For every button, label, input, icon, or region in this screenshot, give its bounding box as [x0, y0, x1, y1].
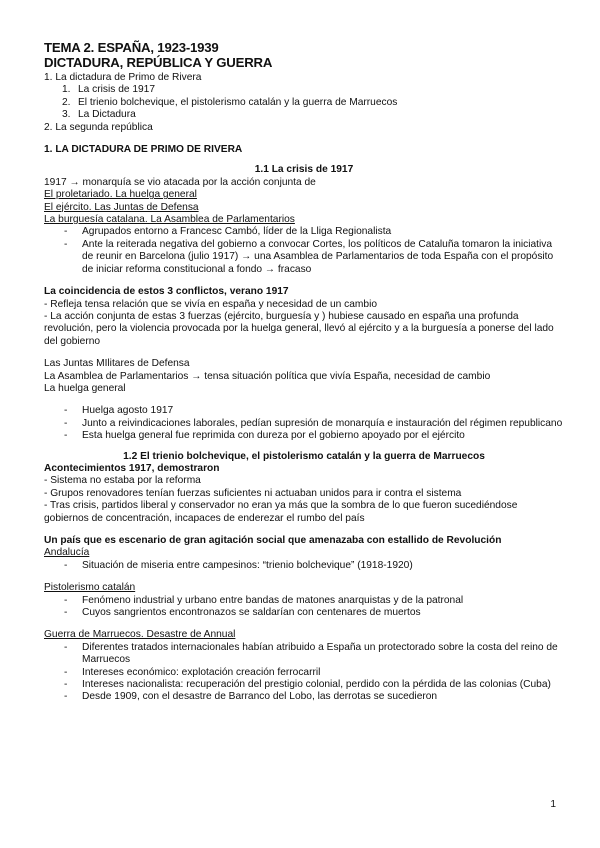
bullet-list: [44, 595, 564, 620]
subsection-heading-crisis: 1.1 La crisis de 1917: [254, 164, 354, 176]
toc-item-2: 2. La segunda república: [44, 121, 153, 133]
underlined-heading: Andalucía: [44, 547, 90, 559]
bullet-item: - Ante la reiterada negativa del gobierno a convocar Cortes, los políticos de Cataluña tomaron la iniciativa de reunir en Barcelona (julio 1917) → una Asamblea de Parlamentarios de toda España con el propósito de iniciar reforma constitucional a fondo → fracaso: [44, 239, 564, 276]
bullet-item: - Intereses económico: explotación creación ferrocarril: [44, 667, 564, 679]
document-title-line2: DICTADURA, REPÚBLICA Y GUERRA: [44, 55, 273, 70]
toc-item-1: 1. La dictadura de Primo de Rivera: [44, 72, 202, 83]
bullet-list: [44, 642, 564, 704]
underlined-heading: Guerra de Marruecos. Desastre de Annual: [44, 629, 236, 641]
paragraph: - Refleja tensa relación que se vivía en españa y necesidad de un cambio: [44, 298, 377, 310]
paragraph: La Asamblea de Parlamentarios → tensa situación política que vivía España, necesidad de cambio: [44, 370, 491, 382]
paragraph: La huelga general: [44, 382, 126, 394]
bullet-item: - Intereses nacionalista: recuperación del prestigio colonial, perdido con la pérdida de las colonias (Cuba): [44, 679, 564, 691]
bold-heading: Un país que es escenario de gran agitación social que amenazaba con estallido de Revolución: [44, 535, 502, 546]
paragraph: - Sistema no estaba por la reforma: [44, 475, 201, 487]
bullet-item: - Huelga agosto 1917: [44, 405, 564, 417]
bullet-item: - Situación de miseria entre campesinos: “trienio bolchevique” (1918-1920): [44, 560, 564, 572]
table-of-contents: [44, 72, 564, 134]
paragraph: - La acción conjunta de estas 3 fuerzas (ejército, burguesía y ) hubiese causado en españa una profunda revolución, pero la violencia provocada por la huelga general, llevó al ejército y a la burguesía a ponerse del lado del gobierno: [44, 310, 554, 347]
bullet-item: - Fenómeno industrial y urbano entre bandas de matones anarquistas y de la patronal: [44, 595, 564, 607]
toc-subitem: 3. La Dictadura: [62, 109, 136, 121]
bullet-item: - Cuyos sangrientos encontronazos se saldarían con centenares de muertos: [44, 607, 564, 619]
section-heading: 1. LA DICTADURA DE PRIMO DE RIVERA: [44, 144, 243, 156]
underlined-heading: La burguesía catalana. La Asamblea de Parlamentarios: [44, 214, 295, 226]
paragraph: - Grupos renovadores tenían fuerzas suficientes ni actuaban unidos para ir contra el sistema: [44, 487, 462, 499]
bold-heading: Acontecimientos 1917, demostraron: [44, 462, 220, 474]
underlined-heading: El ejército. Las Juntas de Defensa: [44, 201, 199, 213]
underlined-heading: Pistolerismo catalán: [44, 582, 136, 594]
page-number: 1: [550, 799, 556, 810]
document-title-line1: TEMA 2. ESPAÑA, 1923-1939: [44, 40, 219, 55]
toc-subitem: 2. El trienio bolchevique, el pistolerismo catalán y la guerra de Marruecos: [62, 96, 398, 108]
subsection-heading-trienio: 1.2 El trienio bolchevique, el pistolerismo catalán y la guerra de Marruecos: [123, 450, 485, 462]
bullet-item: - Diferentes tratados internacionales habían atribuido a España un protectorado sobre la costa del reino de Marruecos: [44, 642, 564, 667]
underlined-heading: El proletariado. La huelga general: [44, 189, 197, 201]
paragraph: - Tras crisis, partidos liberal y conservador no eran ya más que la sombra de lo que fueron sucediéndose gobiernos de concentración, incapaces de enderezar el rumbo del país: [44, 500, 518, 524]
bullet-list: [44, 405, 564, 442]
bullet-list: [44, 560, 564, 572]
bullet-item: - Junto a reivindicaciones laborales, pedían supresión de monarquía e instauración del régimen republicano: [44, 418, 564, 430]
paragraph: 1917 → monarquía se vio atacada por la acción conjunta de: [44, 176, 316, 188]
bold-heading: La coincidencia de estos 3 conflictos, verano 1917: [44, 286, 289, 298]
bullet-item: - Esta huelga general fue reprimida con dureza por el gobierno apoyado por el ejército: [44, 430, 564, 442]
bullet-item: - Agrupados entorno a Francesc Cambó, líder de la Lliga Regionalista: [44, 226, 564, 238]
paragraph: Las Juntas MIlitares de Defensa: [44, 358, 190, 370]
bullet-item: - Desde 1909, con el desastre de Barranco del Lobo, las derrotas se sucedieron: [44, 691, 564, 703]
toc-subitem: 1. La crisis de 1917: [62, 84, 156, 96]
document-page: [44, 40, 564, 704]
bullet-list: [44, 226, 564, 276]
